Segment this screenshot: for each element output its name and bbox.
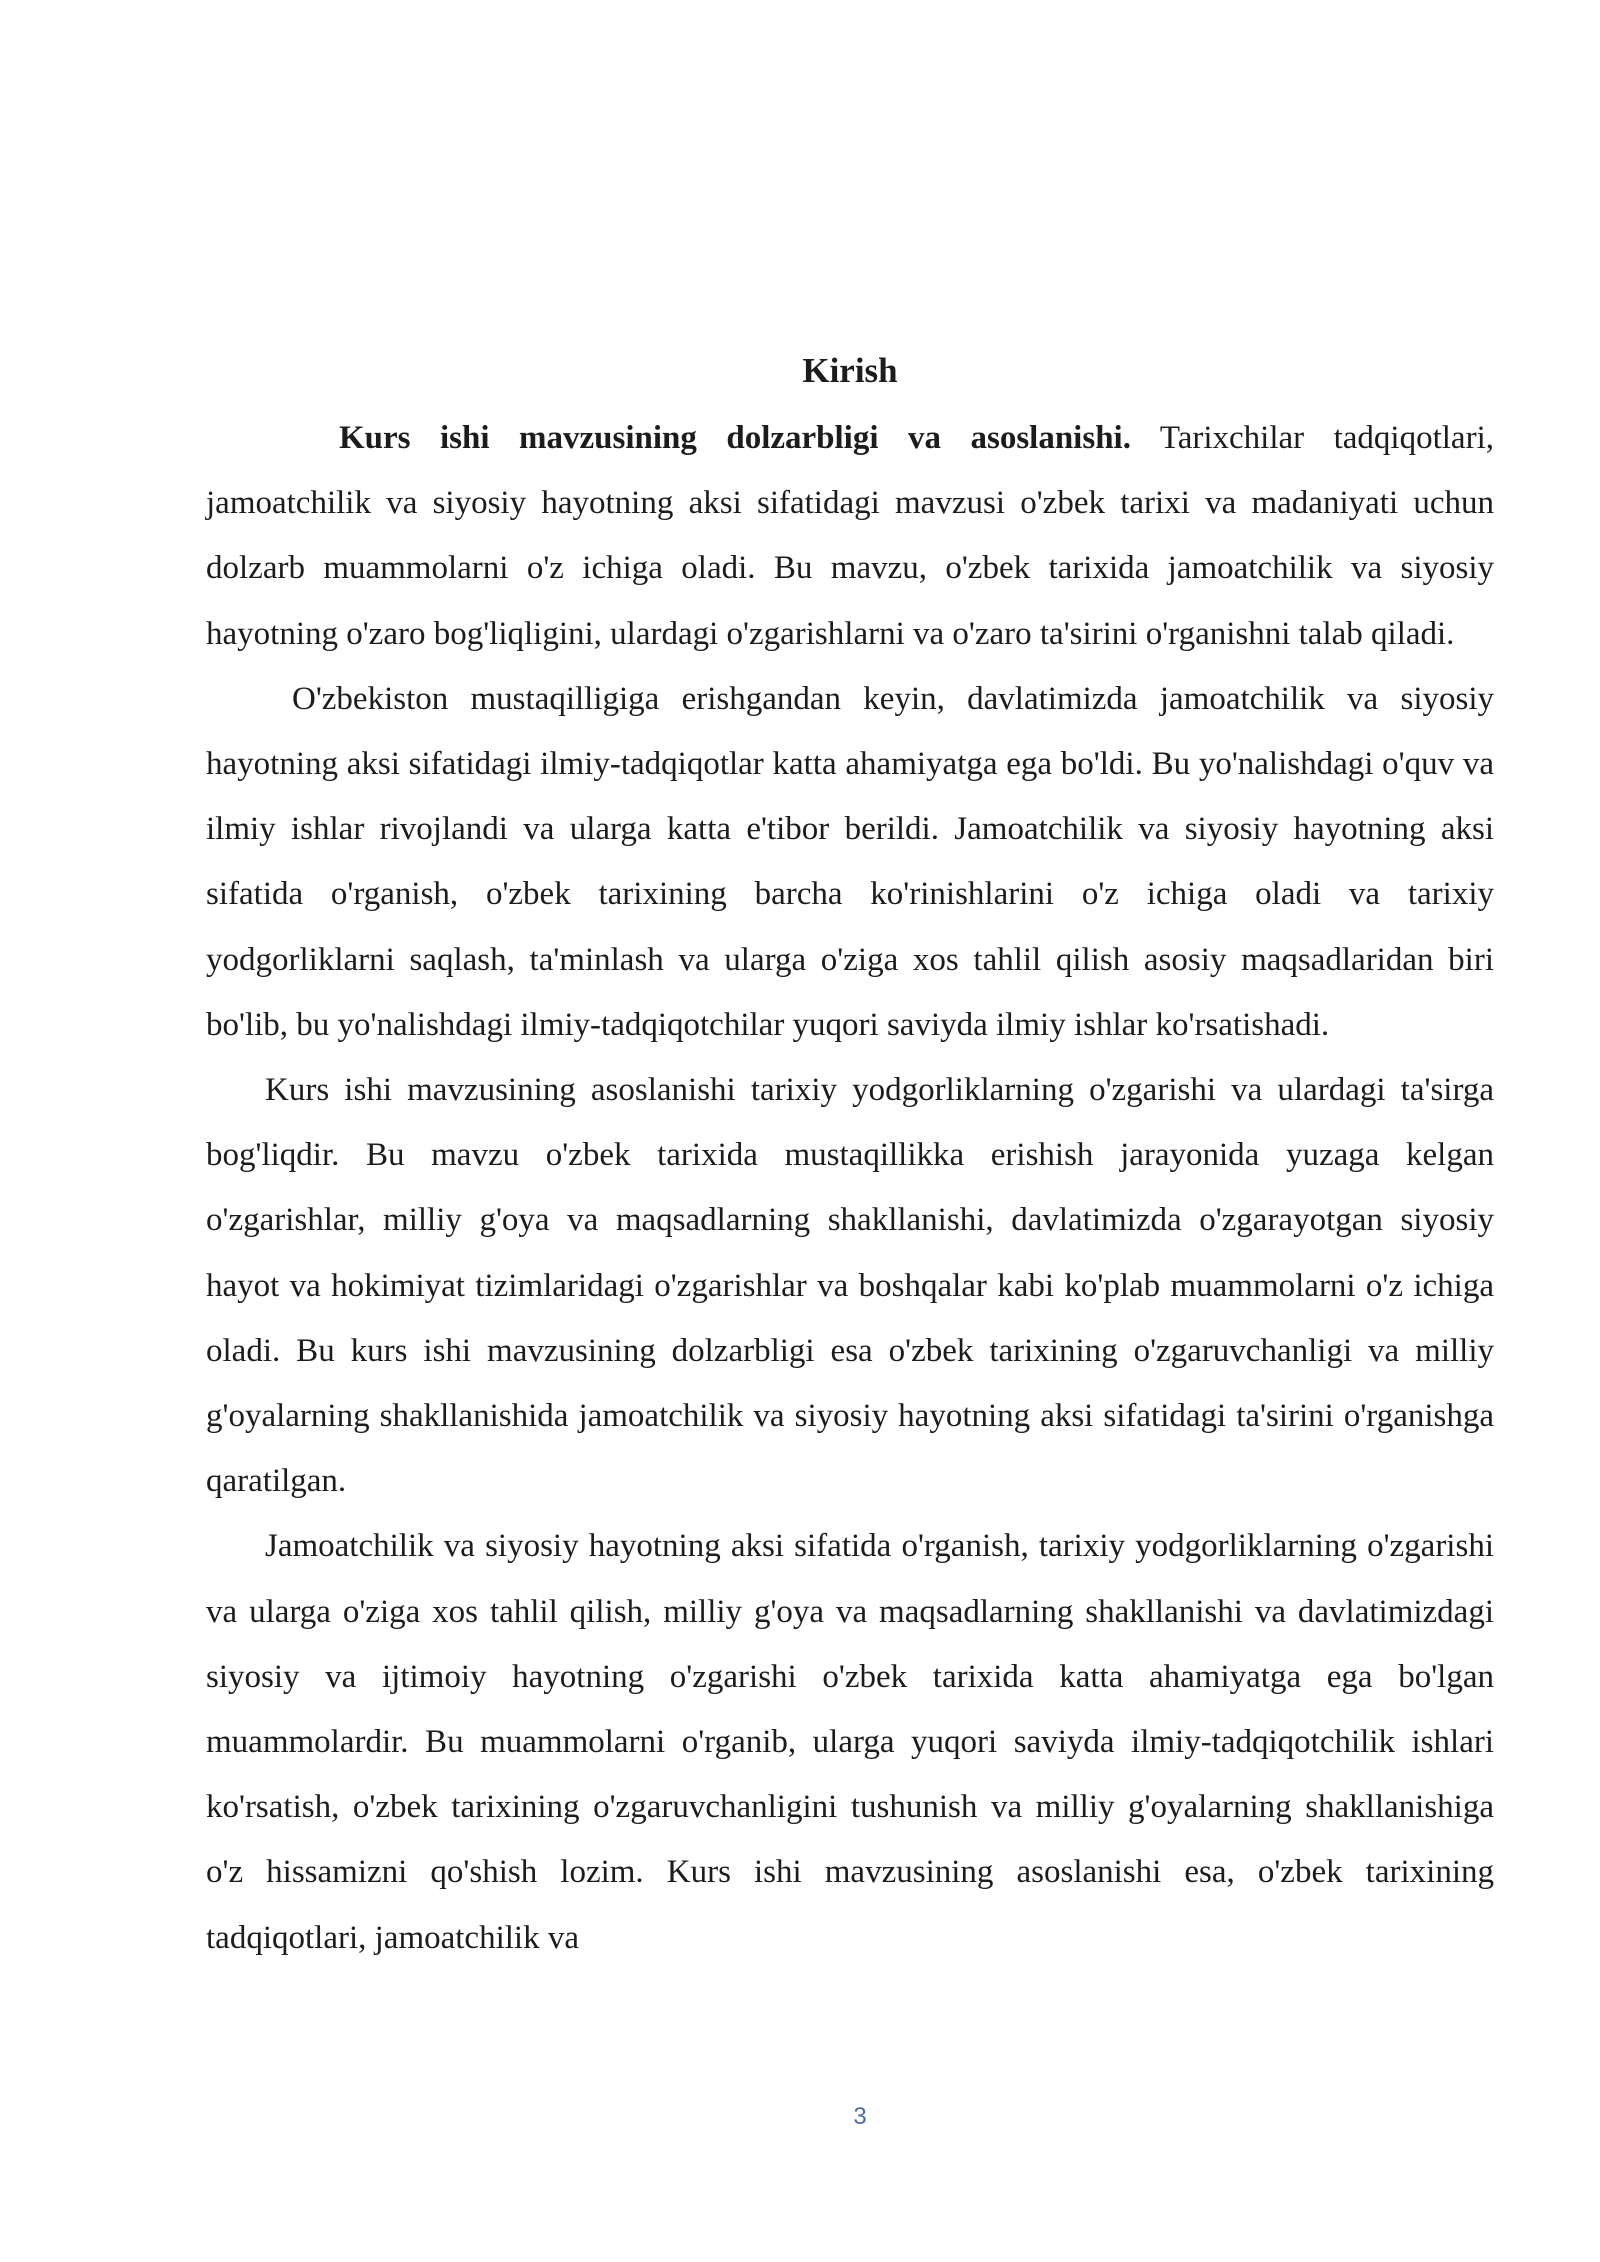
paragraph-text: Tarixchilar tadqiqotlari, jamoatchilik va siyosiy hayotning aksi sifatidagi mavzusi o'zbek tarixi va madaniyati uchun dolzarb muammolarni o'z ichiga oladi. Bu mavzu, o'zbek tarixida jamoatchilik va siyosiy hayotning o'zaro bog'liqligini, ulardagi o'zgarishlarni va o'zaro ta'sirini o'rganishni talab qiladi. bbox=[206, 420, 1494, 652]
paragraph-justification: Kurs ishi mavzusining asoslanishi tarixiy yodgorliklarning o'zgarishi va ulardagi ta'sirga bog'liqdir. Bu mavzu o'zbek tarixida mustaqillikka erishish jarayonida yuzaga kelgan o'zgarishlar, milliy g'oya va maqsadlarning shakllanishi, davlatimizda o'zgarayotgan siyosiy hayot va hokimiyat tizimlaridagi o'zgarishlar va boshqalar kabi ko'plab muammolarni o'z ichiga oladi. Bu kurs ishi mavzusining dolzarbligi esa o'zbek tarixining o'zgaruvchanligi va milliy g'oyalarning shakllanishida jamoatchilik va siyosiy hayotning aksi sifatidagi ta'sirini o'rganishga qaratilgan. bbox=[206, 1072, 1494, 1500]
body-text bbox=[206, 406, 1494, 1971]
section-title: Kirish bbox=[802, 351, 898, 390]
page-number: 3 bbox=[853, 2103, 867, 2130]
paragraph-problems: Jamoatchilik va siyosiy hayotning aksi sifatida o'rganish, tarixiy yodgorliklarning o'zgarishi va ularga o'ziga xos tahlil qilish, milliy g'oya va maqsadlarning shakllanishi va davlatimizdagi siyosiy va ijtimoiy hayotning o'zgarishi o'zbek tarixida katta ahamiyatga ega bo'lgan muammolardir. Bu muammolarni o'rganib, ularga yuqori saviyda ilmiy-tadqiqotchilik ishlari ko'rsatish, o'zbek tarixining o'zgaruvchanligini tushunish va milliy g'oyalarning shakllanishiga o'z hissamizni qo'shish lozim. Kurs ishi mavzusining asoslanishi esa, o'zbek tarixining tadqiqotlari, jamoatchilik va bbox=[206, 1528, 1494, 1956]
paragraph-lead-heading: Kurs ishi mavzusining dolzarbligi va asoslanishi. bbox=[339, 420, 1131, 456]
paragraph-independence: O'zbekiston mustaqilligiga erishgandan keyin, davlatimizda jamoatchilik va siyosiy hayotning aksi sifatidagi ilmiy-tadqiqotlar katta ahamiyatga ega bo'ldi. Bu yo'nalishdagi o'quv va ilmiy ishlar rivojlandi va ularga katta e'tibor berildi. Jamoatchilik va siyosiy hayotning aksi sifatida o'rganish, o'zbek tarixining barcha ko'rinishlarini o'z ichiga oladi va tarixiy yodgorliklarni saqlash, ta'minlash va ularga o'ziga xos tahlil qilish asosiy maqsadlaridan biri bo'lib, bu yo'nalishdagi ilmiy-tadqiqotchilar yuqori saviyda ilmiy ishlar ko'rsatishadi. bbox=[206, 680, 1494, 1043]
paragraph-relevance bbox=[206, 406, 1494, 667]
